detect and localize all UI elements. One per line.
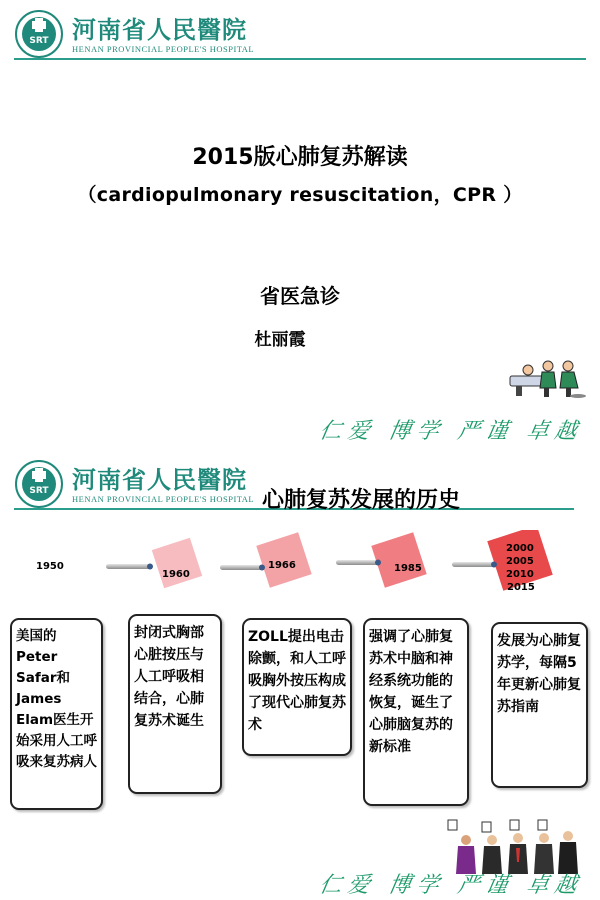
event-box-1960: [128, 614, 222, 794]
hospital-name-cn: 河南省人民醫院: [72, 15, 247, 44]
event-box-1966: [242, 618, 352, 756]
year-label-1985: 1985: [394, 563, 422, 574]
year-label-2000: 2000: [506, 543, 534, 554]
year-label-group-2000-2015: [506, 542, 535, 594]
timeline-segment-3: [336, 560, 378, 565]
timeline-segment-2: [220, 565, 262, 570]
year-label-2005: 2005: [506, 556, 534, 567]
event-text-2015: 发展为心肺复苏学，每隔5年更新心肺复苏指南: [497, 633, 581, 715]
hospital-name-cn: 河南省人民醫院: [72, 465, 247, 494]
year-label-2010: 2010: [506, 569, 534, 580]
header-divider: [14, 58, 586, 60]
rescue-team-clipart-icon: [508, 352, 588, 398]
slide-title: 心肺复苏发展的历史: [262, 488, 461, 513]
event-text-1985: 强调了心肺复苏术中脑和神经系统功能的恢复，诞生了心肺脑复苏的新标准: [369, 629, 453, 755]
voting-people-clipart-icon: [440, 818, 588, 874]
event-text-1960: 封闭式胸部心脏按压与人工呼吸相结合，心肺复苏术诞生: [134, 625, 204, 729]
year-label-1950: 1950: [36, 561, 64, 572]
event-box-2015: [491, 622, 588, 788]
event-box-1950: [10, 618, 103, 810]
event-box-1985: [363, 618, 469, 806]
hospital-name-en: HENAN PROVINCIAL PEOPLE'S HOSPITAL: [72, 44, 255, 54]
timeline-segment-1: [106, 564, 150, 569]
author-name: 杜丽霞: [254, 330, 306, 350]
department-label: 省医急诊: [260, 284, 340, 308]
event-text-1966: ZOLL提出电击除颤，和人工呼吸胸外按压构成了现代心肺复苏术: [248, 629, 346, 733]
timeline-segment-4: [452, 562, 494, 567]
slide-subtitle: （cardiopulmonary resuscitation，CPR ）: [77, 184, 523, 206]
timeline-diamond-1960: [152, 538, 202, 588]
slide-title: 2015版心肺复苏解读: [192, 145, 408, 170]
year-label-2015: 2015: [507, 582, 535, 593]
hospital-name-en: HENAN PROVINCIAL PEOPLE'S HOSPITAL: [72, 494, 255, 504]
hospital-logo-icon: [14, 9, 64, 59]
logo-text: SRT: [29, 486, 49, 496]
motto-text: 仁爱 博学 严谨 卓越: [317, 419, 585, 444]
motto-text: 仁爱 博学 严谨 卓越: [317, 873, 585, 898]
year-label-1966: 1966: [268, 560, 296, 571]
event-text-1950: 美国的Peter Safar和James Elam医生开始采用人工呼吸来复苏病人: [16, 628, 97, 770]
year-label-1960: 1960: [162, 569, 190, 580]
hospital-logo-icon: [14, 459, 64, 509]
slide-history: [0, 450, 600, 900]
logo-text: SRT: [29, 36, 49, 46]
